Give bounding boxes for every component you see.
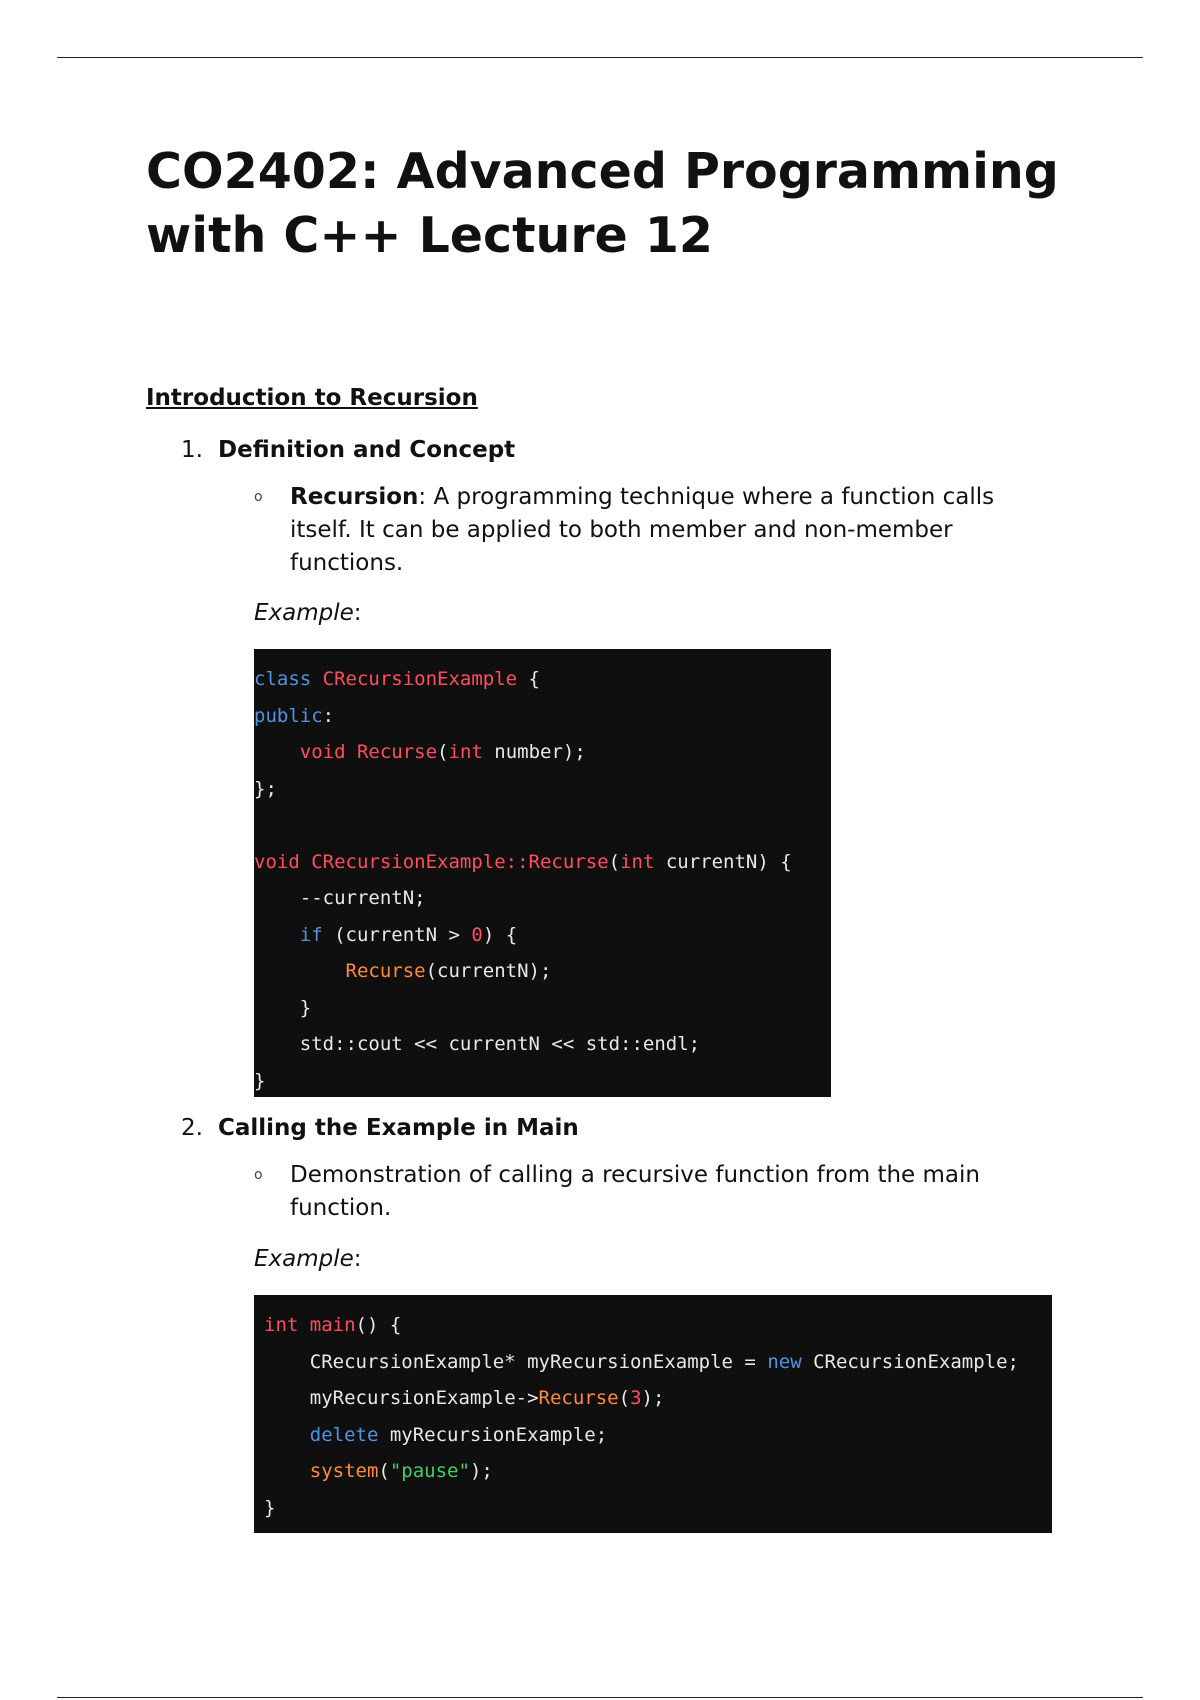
bullet-term: Recursion (290, 484, 419, 510)
bullet-definition: : A programming technique where a function calls itself. It can be applied to both member and non-member functions. (290, 484, 995, 576)
code-line: std::cout << currentN << std::endl; (254, 1033, 701, 1055)
item-number: 2. (181, 1115, 203, 1141)
code-line: } (254, 996, 312, 1019)
code-line: void Recurse(int number); (299, 741, 586, 763)
code-line: } (254, 1069, 266, 1092)
example-label-colon: : (353, 1246, 362, 1272)
example-label-colon: : (353, 600, 362, 626)
code-line: Recurse(currentN); (345, 960, 552, 982)
bottom-rule (57, 1697, 1143, 1698)
numbered-item-1 (181, 435, 515, 465)
code-line: CRecursionExample* myRecursionExample = new CRecursionExample; (264, 1350, 1019, 1373)
item-label: Calling the Example in Main (218, 1115, 579, 1141)
code-line: if (currentN > 0) { (299, 923, 518, 946)
code-line: } (264, 1496, 276, 1519)
code-line: }; (254, 777, 277, 800)
example-label-text: Example (254, 1246, 354, 1272)
code-block-recursion-class (254, 649, 831, 1097)
bullet-marker-icon: o (254, 1167, 263, 1183)
code-line: delete myRecursionExample; (309, 1423, 608, 1446)
section-heading: Introduction to Recursion (146, 385, 478, 411)
bullet-item-demonstration (254, 1159, 1054, 1225)
code-line: public: (254, 704, 335, 727)
code-line: system("pause"); (309, 1460, 493, 1482)
item-number: 1. (181, 437, 203, 463)
page-title: CO2402: Advanced Programming with C++ Lecture 12 (146, 143, 1059, 264)
code-block-main (254, 1295, 1052, 1533)
bullet-marker-icon: o (254, 489, 263, 505)
top-rule (57, 57, 1143, 58)
code-line (254, 807, 831, 844)
code-line: --currentN; (254, 887, 426, 909)
code-line: void CRecursionExample::Recurse(int currentN) { (254, 850, 792, 873)
bullet-item-recursion (254, 481, 1054, 580)
code-line: class CRecursionExample { (254, 668, 540, 690)
bullet-text (290, 481, 1054, 580)
example-label-1 (254, 598, 362, 628)
example-label-2 (254, 1244, 362, 1274)
item-label: Definition and Concept (218, 437, 516, 463)
numbered-item-2 (181, 1113, 579, 1143)
bullet-text: Demonstration of calling a recursive function from the main function. (290, 1162, 980, 1221)
code-line: myRecursionExample->Recurse(3); (264, 1387, 665, 1409)
code-line: int main() { (264, 1314, 402, 1336)
example-label-text: Example (254, 600, 354, 626)
